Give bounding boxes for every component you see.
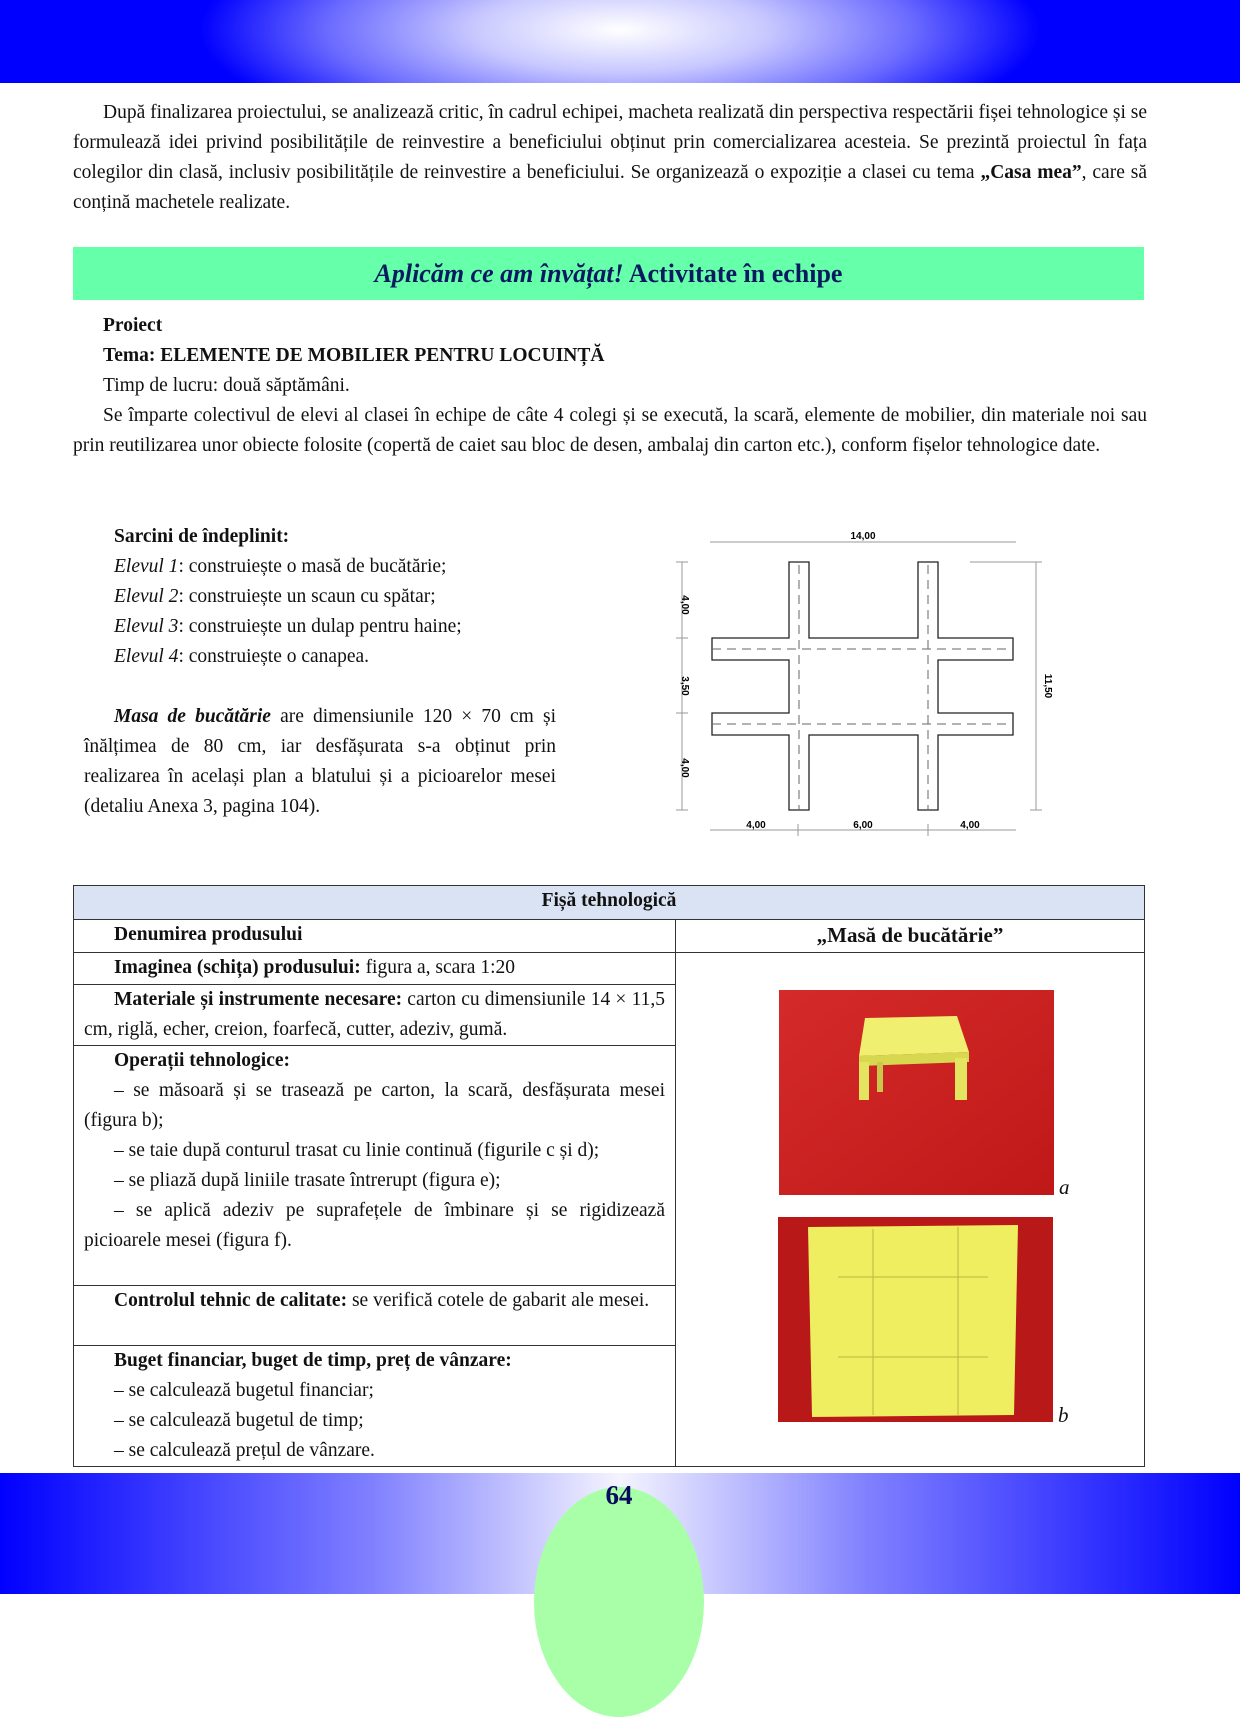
table-unfolded-diagram [670, 520, 1060, 840]
banner-bold: Activitate în echipe [623, 259, 843, 288]
product-name-label: Denumirea produsului [74, 920, 676, 953]
materials-text: carton cu dimensiunile 14 × 11,5 cm, riglă, echer, creion, foarfecă, cutter, adeziv, gumă. [84, 989, 665, 1040]
task-item [84, 642, 556, 672]
section-banner [73, 247, 1144, 300]
operation-item: – se pliază după liniile trasate întrerupt (figura e); [114, 1170, 501, 1191]
materials-row [74, 985, 676, 1046]
task-who: Elevul 1 [114, 556, 179, 577]
dim-height: 11,50 [1042, 673, 1053, 699]
photo-unfolded-carton [778, 1217, 1053, 1422]
quality-row [74, 1286, 676, 1346]
intro-text: După finalizarea proiectului, se analizează critic, în cadrul echipei, macheta realizată din perspectiva respectării fișei tehnologice și se formulează idei privind posibilitățile de reinvestire a beneficiului obținut prin comercializarea acesteia. Se prezintă proiectul în fața colegilor din clasă, inclusiv posibilitățile de reinvestire a beneficiului. Se organizează o expoziție a clasei cu tema [73, 102, 1147, 183]
dim-left-3: 4,00 [679, 758, 690, 778]
project-description: Se împarte colectivul de elevi al clasei în echipe de câte 4 colegi și se execută, la scară, elemente de mobilier, din materiale noi sau prin reutilizarea unor obiecte folosite (copertă de caiet sau bloc de desen, ambalaj din carton etc.), conform fișelor tehnologice date. [73, 405, 1147, 456]
task-item [84, 582, 556, 612]
image-row [74, 953, 676, 985]
tasks-title: Sarcini de îndeplinit: [114, 526, 290, 547]
dim-bottom-2: 6,00 [853, 820, 873, 831]
masa-description [84, 702, 556, 822]
intro-end: , care să conțină machetele realizate. [73, 162, 1147, 213]
budget-item: – se calculează bugetul financiar; [114, 1380, 374, 1401]
task-who: Elevul 2 [114, 586, 179, 607]
image-text: figura a, scara 1:20 [360, 957, 515, 978]
operation-item: – se aplică adeziv pe suprafețele de îmbinare și se rigidizează picioarele mesei (figura f). [84, 1200, 665, 1251]
product-name-value: „Masă de bucătărie” [676, 920, 1145, 953]
task-item [84, 612, 556, 642]
dim-left-1: 4,00 [679, 595, 690, 615]
header-band [0, 0, 1240, 83]
dim-bottom-3: 4,00 [960, 820, 980, 831]
tasks [84, 522, 556, 822]
task-item [84, 552, 556, 582]
banner-italic: Aplicăm ce am învățat! [374, 259, 624, 288]
operation-item: – se măsoară și se trasează pe carton, la scară, desfășurata mesei (figura b); [84, 1080, 665, 1131]
budget-item: – se calculează prețul de vânzare. [114, 1440, 375, 1461]
masa-label: Masa de bucătărie [114, 706, 271, 727]
dim-width: 14,00 [850, 531, 876, 542]
page-number: 64 [605, 1480, 633, 1510]
intro-theme: „Casa mea” [980, 162, 1082, 183]
task-what: : construiește o canapea. [178, 646, 370, 667]
project-theme: Tema: ELEMENTE DE MOBILIER PENTRU LOCUINȚĂ [103, 345, 605, 366]
operation-item: – se taie după conturul trasat cu linie continuă (figurile c și d); [114, 1140, 600, 1161]
project-time: Timp de lucru: două săptămâni. [103, 375, 350, 396]
figure-a-caption: a [1059, 1175, 1070, 1199]
sheet-title: Fișă tehnologică [74, 886, 1145, 920]
project-label: Proiect [103, 315, 163, 336]
task-what: : construiește un dulap pentru haine; [178, 616, 462, 637]
materials-label: Materiale și instrumente necesare: [114, 989, 403, 1010]
operations-label: Operații tehnologice: [114, 1050, 291, 1071]
intro-paragraph [73, 98, 1147, 218]
quality-text: se verifică cotele de gabarit ale mesei. [347, 1290, 650, 1311]
task-what: : construiește o masă de bucătărie; [178, 556, 447, 577]
image-label: Imaginea (schița) produsului: [114, 957, 361, 978]
operations-row [74, 1046, 676, 1286]
budget-row [74, 1346, 676, 1467]
masa-text: are dimensiunile 120 × 70 cm și înălțimea de 80 cm, iar desfășurata s-a obținut prin realizarea în același plan a blatului și a picioarelor mesei (detaliu Anexa 3, pagina 104). [84, 706, 556, 817]
figure-b-caption: b [1058, 1403, 1069, 1427]
dim-left-2: 3,50 [679, 676, 690, 696]
page-number-badge [534, 1487, 704, 1717]
photo-table-model [779, 990, 1054, 1195]
task-who: Elevul 4 [114, 646, 179, 667]
quality-label: Controlul tehnic de calitate: [114, 1290, 348, 1311]
dim-bottom-1: 4,00 [746, 820, 766, 831]
task-what: : construiește un scaun cu spătar; [178, 586, 436, 607]
budget-label: Buget financiar, buget de timp, preț de vânzare: [114, 1350, 512, 1371]
task-who: Elevul 3 [114, 616, 179, 637]
budget-item: – se calculează bugetul de timp; [114, 1410, 364, 1431]
